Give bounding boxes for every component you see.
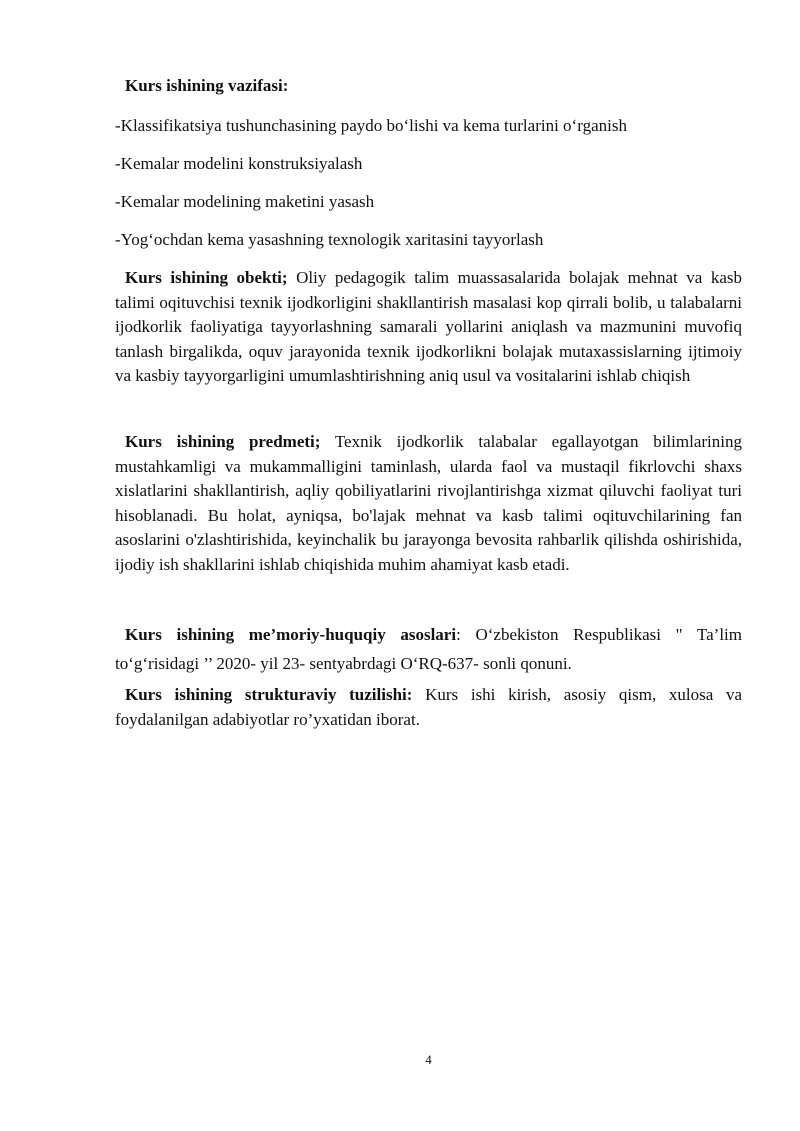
legal-basis-text: : O‘zbekiston Respublikasi " Ta’lim to‘g‘risidagi ’’ 2020- yil 23- sentyabrdagi O‘RQ-637- sonli qonuni. bbox=[115, 625, 742, 673]
task-list bbox=[115, 115, 742, 267]
subject-paragraph bbox=[115, 430, 742, 578]
object-text: Oliy pedagogik talim muassasalarida bolajak mehnat va kasb talimi oqituvchisi texnik ijodkorligini shakllantirish masalasi kop qirrali bolib, u talabalarni ijodkorlik faoliyatiga tayyorlashning samarali yollarini aniqlash va mazmunini muvofiq tanlash birgalikda, oquv jarayonida texnik ijodkorlikni bolajak mutaxassislarning ijtimoiy va kasbiy tayyorgarligini umumlashtirishning aniq usul va vositalarini ishlab chiqish bbox=[115, 268, 742, 386]
structure-text: Kurs ishi kirish, asosiy qism, xulosa va foydalanilgan adabiyotlar ro’yxatidan iborat. bbox=[115, 685, 742, 729]
object-paragraph bbox=[115, 266, 742, 389]
legal-basis-paragraph bbox=[115, 620, 742, 678]
structure-paragraph bbox=[115, 683, 742, 732]
subject-label: Kurs ishining predmeti; bbox=[125, 432, 321, 451]
task-item: -Klassifikatsiya tushunchasining paydo bo‘lishi va kema turlarini o‘rganish bbox=[115, 116, 627, 135]
subject-text: Texnik ijodkorlik talabalar egallayotgan bilimlarining mustahkamligi va mukammalligini taminlash, ularda faol va mustaqil fikrlovchi shaxs xislatlarini shakllantirish, aqliy qobiliyatlarini rivojlantirishga xizmat qiluvchi faoliyat turi hisoblanadi. Bu holat, ayniqsa, bo'lajak mehnat va kasb talimi oqituvchilarining fan asoslarini o'zlashtirishida, keyinchalik bu jarayonga bevosita rahbarlik qilishda oshirishida, ijodiy ish shakllarini ishlab chiqishida muhim ahamiyat kasb etadi. bbox=[115, 432, 742, 574]
task-item: -Kemalar modelini konstruksiyalash bbox=[115, 154, 363, 173]
task-item: -Yog‘ochdan kema yasashning texnologik xaritasini tayyorlash bbox=[115, 230, 544, 249]
section-heading: Kurs ishining vazifasi: bbox=[125, 76, 289, 95]
structure-label: Kurs ishining strukturaviy tuzilishi: bbox=[125, 685, 413, 704]
legal-basis-label: Kurs ishining me’moriy-huquqiy asoslari bbox=[125, 625, 457, 644]
page-number: 4 bbox=[425, 1052, 432, 1067]
document-page bbox=[115, 0, 742, 1131]
task-item: -Kemalar modelining maketini yasash bbox=[115, 192, 375, 211]
object-label: Kurs ishining obekti; bbox=[125, 268, 288, 287]
